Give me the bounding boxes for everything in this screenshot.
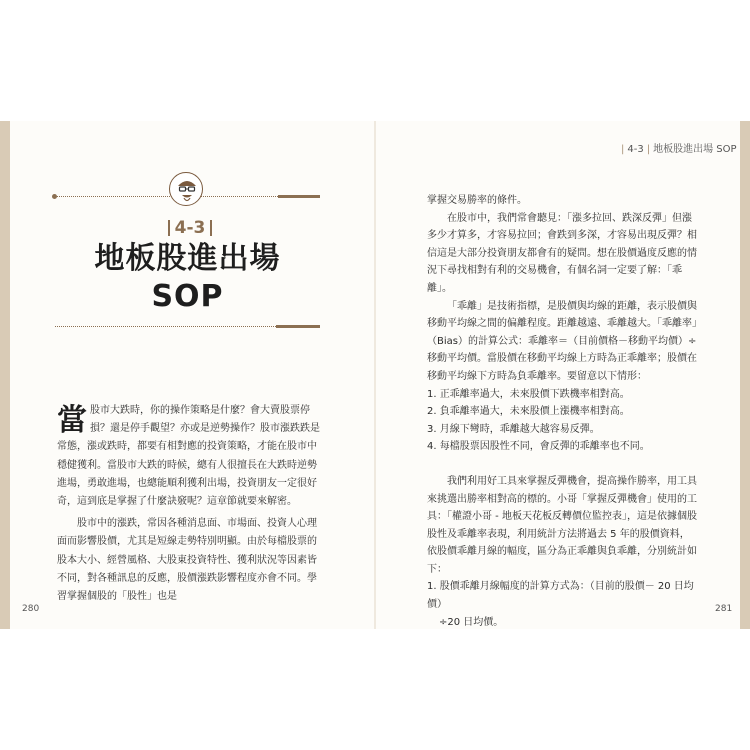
drop-cap: 當 [57, 403, 87, 438]
list-item-continuation: ÷20 日均價。 [439, 616, 504, 628]
running-head-title: 地板股進出場 SOP [653, 144, 737, 155]
left-page-body [57, 402, 325, 606]
chapter-bottom-rule [55, 326, 320, 327]
body-paragraph: 股市中的漲跌，常因各種消息面、市場面、投資人心理面而影響股價，尤其是短線走勢特別明顯。由於每檔股票的股本大小、經營風格、大股東投資特性、獲利狀況等因素皆不同，對各種訊息的反應，股價漲跌影響程度亦會不同。學習掌握個股的「股性」也是 [57, 518, 317, 603]
left-page-number: 280 [22, 604, 40, 614]
list-item: 3. 月線下彎時，乖離越大越容易反彈。 [427, 423, 600, 435]
body-paragraph: 「乖離」是技術指標，是股價與均線的距離，表示股價與移動平均線之間的偏離程度。距離越遠、乖離越大。「乖離率」（Bias）的計算公式：乖離率＝（目前價格－移動平均價）÷ 移動平均價。當股價在移動平均線上方時為正乖離率；股價在移動平均線下方時為負乖離率。要留意以下情形： [427, 300, 697, 382]
intro-text: 股市大跌時，你的操作策略是什麼？會大賣股票停損？還是停手觀望？亦或是逆勢操作？股市漲跌跌是常態，漲或跌時，都要有相對應的投資策略，才能在股市中穩健獲利。當股市大跌的時候，總有人很擅長在大跌時逆勢進場，勇敢進場，也總能順利獲利出場，投資朋友一定很好奇，這到底是掌握了什麼訣竅呢？這章節就要來解密。 [57, 405, 320, 508]
intro-paragraph [57, 402, 325, 511]
running-head: | 4-3 | 地板股進出場 SOP [621, 144, 737, 155]
body-paragraph: 在股市中，我們常會聽見：「漲多拉回、跌深反彈」但漲多少才算多，才容易拉回；會跌到多深，才容易出現反彈？相信這是大部分投資朋友都會有的疑問。想在股價過度反應的情況下尋找相對有利的交易機會，有個名詞一定要了解：「乖離」。 [427, 212, 697, 294]
author-avatar-icon [169, 172, 203, 206]
list-item: 1. 股價乖離月線幅度的計算方式為：（目前的股價－ 20 日均價） [427, 581, 694, 611]
chapter-title-line1: 地板股進出場 [94, 241, 281, 276]
continued-paragraph: 掌握交易勝率的條件。 [427, 195, 527, 206]
chapter-number-bar-left [168, 220, 170, 236]
rule-bar [276, 325, 320, 328]
right-page-body [427, 192, 699, 631]
left-page-edge [0, 121, 10, 629]
rule-bar [278, 195, 320, 198]
list-item: 2. 負乖離率過大，未來股價上漲機率相對高。 [427, 406, 630, 418]
chapter-number-bar-right [210, 220, 212, 236]
right-page-edge [740, 121, 750, 629]
chapter-number-text: 4-3 [174, 218, 206, 238]
chapter-title [55, 240, 320, 316]
running-head-section: 4-3 [627, 144, 644, 155]
book-gutter [374, 121, 376, 629]
body-paragraph: 我們利用好工具來掌握反彈機會，提高操作勝率，用工具來挑選出勝率相對高的標的。小哥「掌握反彈機會」使用的工具：「權證小哥 - 地板天花板反轉價位監控表」，這是依據個股股性及乖離率表現，利用統計方法將過去 5 年的股價資料，依股價乖離月線的幅度，區分為正乖離與負乖離，分別統計如下： [427, 475, 697, 575]
rule-dot [52, 194, 57, 199]
list-item: 4. 每檔股票因股性不同，會反彈的乖離率也不同。 [427, 441, 650, 453]
right-page-number: 281 [715, 604, 733, 614]
list-item: 1. 正乖離率過大，未來股價下跌機率相對高。 [427, 388, 630, 400]
chapter-title-line2: SOP [151, 279, 224, 314]
chapter-number [160, 218, 220, 238]
